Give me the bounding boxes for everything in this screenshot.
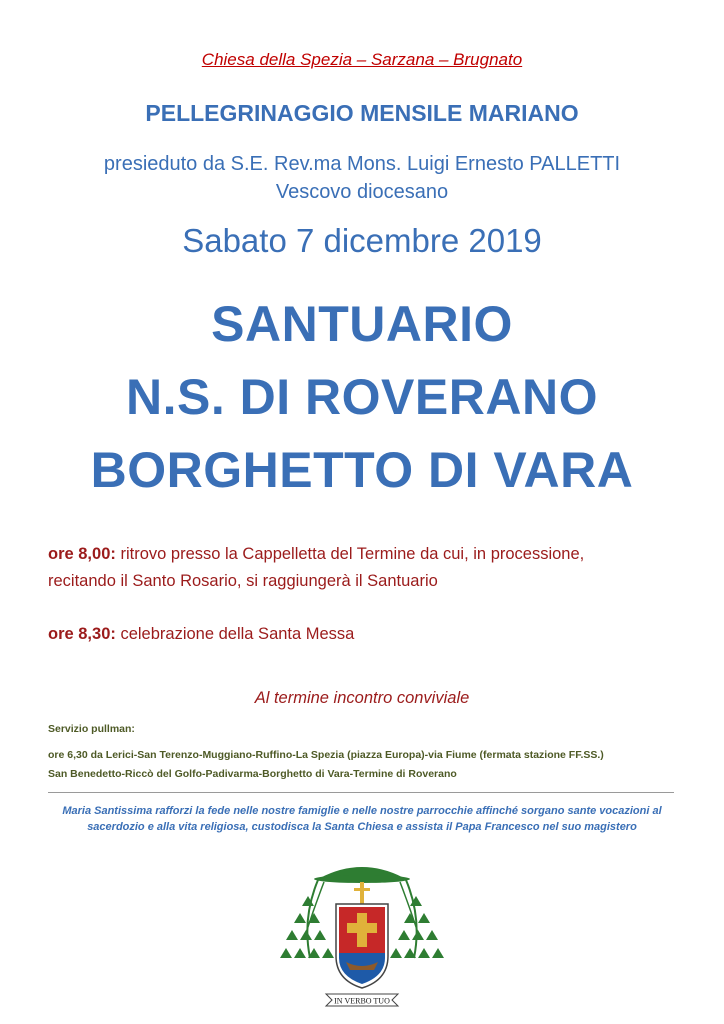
schedule-time: ore 8,00: — [48, 545, 116, 563]
schedule-text-continued: recitando il Santo Rosario, si raggiungerà il Santuario — [48, 572, 438, 590]
bus-route-line-2: San Benedetto-Riccò del Golfo-Padivarma-Borghetto di Vara-Termine di Roverano — [48, 768, 457, 780]
prayer-line-1: Maria Santissima rafforzi la fede nelle nostre famiglie e nelle nostre parrocchie affinché sorgano sante vocazioni al — [62, 805, 662, 817]
divider — [48, 792, 674, 793]
processional-cross — [360, 882, 364, 904]
event-date: Sabato 7 dicembre 2019 — [182, 222, 542, 259]
place-line-2: N.S. DI ROVERANO — [126, 369, 598, 425]
place-line-1: SANTUARIO — [211, 296, 513, 352]
presided-by — [0, 150, 724, 206]
presided-line-2: Vescovo diocesano — [275, 181, 449, 203]
schedule-text: ritrovo presso la Cappelletta del Termine da cui, in processione, — [120, 545, 585, 563]
closing-note: Al termine incontro conviviale — [254, 689, 470, 707]
schedule-item — [48, 541, 688, 595]
motto-text: IN VERBO TUO — [334, 996, 390, 1006]
bus-route-line-1: ore 6,30 da Lerici-San Terenzo-Muggiano-Ruffino-La Spezia (piazza Europa)-via Fiume (fermata stazione FF.SS.) — [48, 749, 604, 761]
presided-line-1: presieduto da S.E. Rev.ma Mons. Luigi Ernesto PALLETTI — [103, 153, 621, 175]
prayer-line-2: sacerdozio e alla vita religiosa, custodisca la Santa Chiesa e assista il Papa Francesco nel suo magistero — [87, 821, 637, 833]
diocese-name: Chiesa della Spezia – Sarzana – Brugnato — [201, 50, 523, 69]
place-line-3: BORGHETTO DI VARA — [90, 442, 634, 498]
pilgrimage-title: PELLEGRINAGGIO MENSILE MARIANO — [145, 100, 579, 126]
schedule-time: ore 8,30: — [48, 625, 116, 643]
schedule-text: celebrazione della Santa Messa — [120, 625, 355, 643]
schedule-item — [48, 621, 688, 648]
bishop-coat-of-arms — [262, 838, 462, 1018]
prayer — [0, 803, 724, 835]
bus-service-title: Servizio pullman: — [48, 723, 135, 735]
